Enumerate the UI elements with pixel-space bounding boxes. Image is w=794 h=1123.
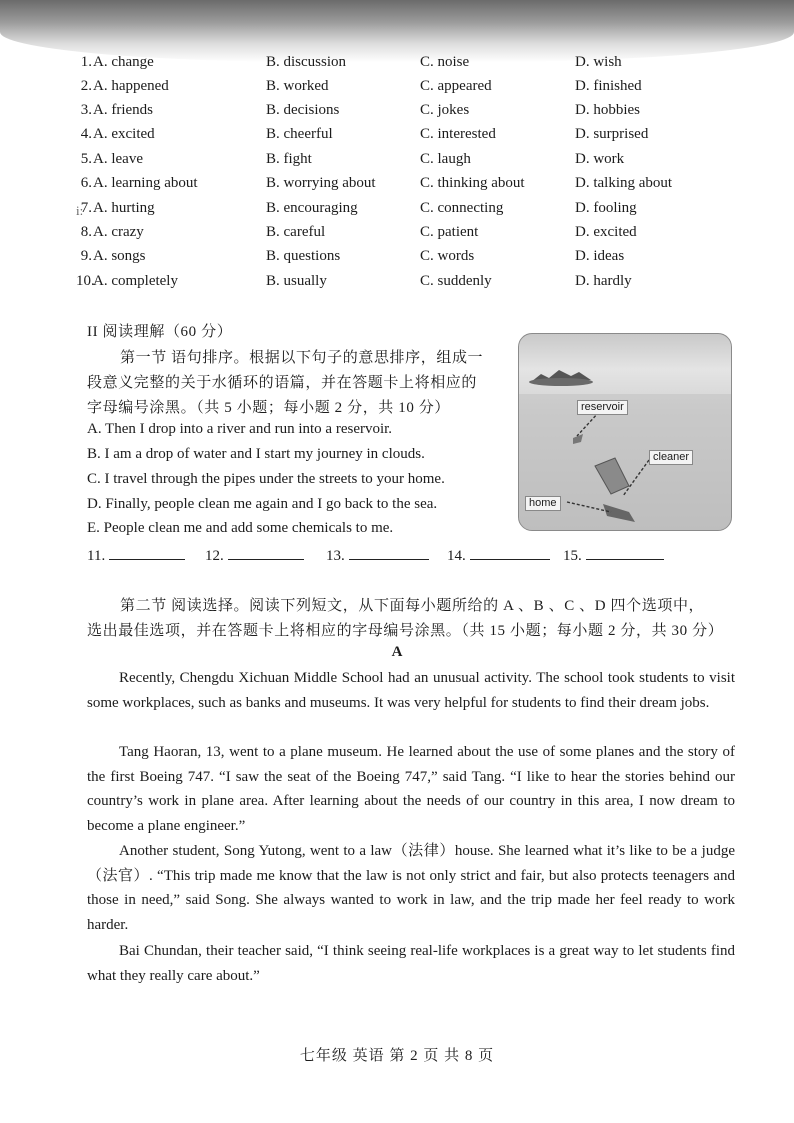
label-reservoir: reservoir xyxy=(577,400,628,415)
option-a: A. learning about xyxy=(93,175,198,191)
question-number: 8. xyxy=(80,224,92,240)
option-row xyxy=(0,151,794,175)
ordering-sentence: C. I travel through the pipes under the streets to your home. xyxy=(87,471,445,487)
option-row xyxy=(0,273,794,297)
option-row xyxy=(0,200,794,224)
answer-blank xyxy=(447,545,550,565)
option-c: C. patient xyxy=(420,224,479,240)
question-number: 2. xyxy=(80,78,92,94)
question-number: 10. xyxy=(76,273,95,289)
mountain-base xyxy=(529,378,593,386)
passage-paragraph xyxy=(87,939,735,988)
paragraph-text: Another student, Song Yutong, went to a law（法律）house. She learned what it’s like to be a judge（法官）. “This trip made me know that the law is not only strict and fair, but also protects teenagers and those in need,” said Song. She always wanted to work in law, and the trip made her feel ready to work harder. xyxy=(87,843,735,933)
question-number: 1. xyxy=(80,54,92,70)
option-d: D. hardly xyxy=(575,273,632,289)
option-d: D. work xyxy=(575,151,625,167)
passage-paragraph xyxy=(87,839,735,937)
paragraph-text: Recently, Chengdu Xichuan Middle School had an unusual activity. The school took students to visit some workplaces, such as banks and museums. It was very helpful for students to find their dream jobs. xyxy=(87,670,735,711)
option-b: B. discussion xyxy=(266,54,347,70)
option-d: D. fooling xyxy=(575,200,637,216)
label-home: home xyxy=(525,496,561,511)
option-c: C. laugh xyxy=(420,151,471,167)
option-row xyxy=(0,102,794,126)
blank-number: 11. xyxy=(87,548,106,564)
stray-pen-mark: i: xyxy=(76,203,84,218)
part1-instruction-line: 第一节 语句排序。根据以下句子的意思排序，组成一 xyxy=(120,350,484,366)
part1-instruction-line: 段意义完整的关于水循环的语篇，并在答题卡上将相应的 xyxy=(87,375,478,391)
answer-blanks xyxy=(87,545,727,565)
question-number: 6. xyxy=(80,175,92,191)
option-row xyxy=(0,54,794,78)
option-a: A. change xyxy=(93,54,154,70)
option-a: A. completely xyxy=(93,273,178,289)
ordering-sentence: B. I am a drop of water and I start my journey in clouds. xyxy=(87,446,425,462)
page-footer: 七年级 英语 第 2 页 共 8 页 xyxy=(299,1048,495,1064)
option-a: A. leave xyxy=(93,151,143,167)
option-b: B. questions xyxy=(266,248,341,264)
option-row xyxy=(0,224,794,248)
blank-number: 13. xyxy=(326,548,345,564)
option-b: B. worked xyxy=(266,78,329,94)
question-number: 7. xyxy=(80,200,92,216)
option-b: B. worrying about xyxy=(266,175,376,191)
passage-paragraph xyxy=(87,666,735,715)
option-b: B. encouraging xyxy=(266,200,358,216)
option-b: B. careful xyxy=(266,224,326,240)
option-a: A. friends xyxy=(93,102,153,118)
option-c: C. suddenly xyxy=(420,273,492,289)
option-b: B. usually xyxy=(266,273,327,289)
question-number: 5. xyxy=(80,151,92,167)
option-a: A. songs xyxy=(93,248,146,264)
part1-instruction-line: 字母编号涂黑。（共 5 小题；每小题 2 分，共 10 分） xyxy=(87,400,451,416)
scan-top-shadow xyxy=(0,0,794,62)
option-d: D. ideas xyxy=(575,248,625,264)
answer-blank xyxy=(563,545,664,565)
passage-paragraph xyxy=(87,740,735,838)
option-a: A. happened xyxy=(93,78,169,94)
option-d: D. finished xyxy=(575,78,642,94)
paragraph-text: Bai Chundan, their teacher said, “I think seeing real-life workplaces is a great way to let students find what they really care about.” xyxy=(87,943,735,984)
option-row xyxy=(0,126,794,150)
question-number: 4. xyxy=(80,126,92,142)
part2-instruction-line: 选出最佳选项，并在答题卡上将相应的字母编号涂黑。（共 15 小题；每小题 2 分，共 30 分） xyxy=(87,623,724,639)
option-row xyxy=(0,78,794,102)
answer-blank xyxy=(205,545,304,565)
blank-number: 15. xyxy=(563,548,582,564)
option-a: A. excited xyxy=(93,126,155,142)
ordering-sentence: E. People clean me and add some chemicals to me. xyxy=(87,520,394,536)
blank-number: 14. xyxy=(447,548,466,564)
ordering-sentence: A. Then I drop into a river and run into a reservoir. xyxy=(87,421,393,437)
section-title: II 阅读理解（60 分） xyxy=(87,324,233,340)
option-c: C. words xyxy=(420,248,475,264)
option-c: C. appeared xyxy=(420,78,492,94)
label-cleaner: cleaner xyxy=(649,450,693,465)
paragraph-text: Tang Haoran, 13, went to a plane museum. He learned about the use of some planes and the story of the first Boeing 747. “I saw the seat of the Boeing 747,” said Tang. “I like to hear the stories behind our country’s work in plane area. After learning about the needs of our country in this area, I now dream to become a plane engineer.” xyxy=(87,744,735,834)
option-row xyxy=(0,175,794,199)
option-c: C. thinking about xyxy=(420,175,525,191)
option-b: B. decisions xyxy=(266,102,340,118)
part2-instruction-line: 第二节 阅读选择。阅读下列短文，从下面每小题所给的 A 、B 、C 、D 四个选项中， xyxy=(120,598,705,614)
option-d: D. excited xyxy=(575,224,637,240)
answer-blank xyxy=(326,545,429,565)
ordering-sentence: D. Finally, people clean me again and I go back to the sea. xyxy=(87,496,438,512)
option-c: C. interested xyxy=(420,126,496,142)
option-b: B. cheerful xyxy=(266,126,333,142)
option-d: D. talking about xyxy=(575,175,673,191)
question-number: 9. xyxy=(80,248,92,264)
option-row xyxy=(0,248,794,272)
option-c: C. noise xyxy=(420,54,470,70)
option-b: B. fight xyxy=(266,151,312,167)
option-d: D. hobbies xyxy=(575,102,640,118)
passage-title: A xyxy=(391,644,403,660)
option-a: A. hurting xyxy=(93,200,155,216)
option-a: A. crazy xyxy=(93,224,144,240)
option-c: C. connecting xyxy=(420,200,504,216)
option-d: D. surprised xyxy=(575,126,649,142)
answer-blank xyxy=(87,545,185,565)
option-c: C. jokes xyxy=(420,102,470,118)
question-number: 3. xyxy=(80,102,92,118)
option-d: D. wish xyxy=(575,54,622,70)
water-cycle-illustration xyxy=(518,333,732,531)
blank-number: 12. xyxy=(205,548,224,564)
